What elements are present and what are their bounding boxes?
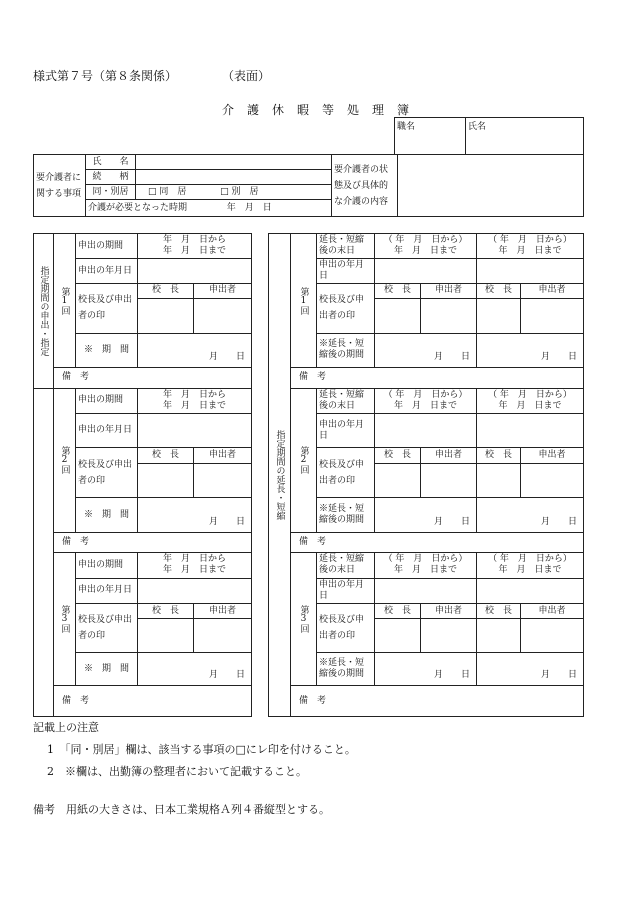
right-round-3: 第3回 (298, 605, 309, 634)
right-round-1: 第1回 (298, 286, 309, 315)
r1-remarks[interactable]: 備 考 (291, 368, 584, 388)
r1-request-date-b[interactable] (477, 259, 584, 283)
l2-seal-label: 校長及び申出者の印 (76, 448, 138, 498)
notes-heading: 記載上の注意 (33, 721, 99, 734)
notes (33, 719, 356, 817)
r3-request-date-b[interactable] (477, 578, 584, 603)
right-panel-table (268, 233, 584, 717)
separate-residence-label: 別 居 (231, 186, 259, 197)
left-round-1-cell (54, 234, 76, 368)
l1-applicant-seal[interactable] (194, 299, 252, 334)
r1-applicant-seal-a[interactable] (421, 299, 477, 334)
left-round-2-cell (54, 388, 76, 532)
r3-applicant-a: 申出者 (421, 603, 477, 618)
l3-principal-seal[interactable] (138, 619, 194, 653)
l1-to: 年 月 日まで (162, 246, 226, 257)
r2a-to: 年 月 日まで (393, 400, 457, 411)
left-round-2: 第2回 (59, 446, 70, 475)
r2-principal-seal-b[interactable] (477, 463, 521, 498)
r1-applicant-a: 申出者 (421, 283, 477, 298)
r2-principal-b: 校 長 (477, 448, 521, 463)
r2b-from: （ 年 月 日から） (488, 389, 572, 400)
l2-request-period-label: 申出の期間 (76, 388, 138, 413)
same-residence-checkbox[interactable]: □ (148, 186, 157, 197)
left-panel-title: 指定期間の申出・指定 (38, 265, 49, 356)
position-cell[interactable] (395, 118, 466, 155)
r1-request-date-a[interactable] (375, 259, 477, 283)
right-round-1-cell (291, 234, 317, 368)
l3-request-period-label: 申出の期間 (76, 553, 138, 578)
r1-applicant-b: 申出者 (521, 283, 584, 298)
r3-principal-seal-b[interactable] (477, 619, 521, 653)
r2-applicant-b: 申出者 (521, 448, 584, 463)
r2-applicant-seal-b[interactable] (521, 463, 584, 498)
r2-applicant-seal-a[interactable] (421, 463, 477, 498)
r2a-from: （ 年 月 日から） (383, 389, 468, 400)
l1-request-date-input[interactable] (138, 259, 252, 283)
r3-applicant-b: 申出者 (521, 603, 584, 618)
l3-applicant-seal[interactable] (194, 619, 252, 653)
l1-applicant-label: 申出者 (194, 283, 252, 298)
r1-principal-seal-a[interactable] (375, 299, 421, 334)
r1-period-b[interactable]: 月 日 (477, 333, 584, 368)
r1-end-b[interactable] (477, 234, 584, 259)
l2-from: 年 月 日から (162, 389, 226, 400)
r3b-from: （ 年 月 日から） (488, 554, 572, 565)
r3-principal-seal-a[interactable] (375, 619, 421, 653)
r3-applicant-seal-b[interactable] (521, 619, 584, 653)
left-round-1: 第1回 (59, 286, 70, 315)
l1-from: 年 月 日から (162, 235, 226, 246)
l2-request-date-input[interactable] (138, 413, 252, 448)
l2-request-date-label: 申出の年月日 (76, 413, 138, 448)
r3-end-label: 延長・短縮後の末日 (317, 553, 375, 578)
l2-period-value[interactable]: 月 日 (138, 498, 252, 533)
r3-applicant-seal-a[interactable] (421, 619, 477, 653)
right-panel-title-cell (269, 234, 291, 717)
name-label: 氏名 (468, 122, 487, 132)
l3-principal-label: 校 長 (138, 603, 194, 618)
staff-table (394, 117, 584, 155)
l2-principal-label: 校 長 (138, 448, 194, 463)
care-relation-input[interactable] (136, 170, 332, 185)
r3-request-date-label: 申出の年月日 (317, 578, 375, 603)
paper-size-remark: 備考 用紙の大きさは、日本工業規格Ａ列４番縦型とする。 (33, 803, 330, 816)
r2-request-date-a[interactable] (375, 413, 477, 448)
separate-residence-checkbox[interactable]: □ (220, 186, 229, 197)
care-relation-label: 続 柄 (86, 170, 136, 185)
l3-to: 年 月 日まで (162, 565, 226, 576)
r1-request-date-label: 申出の年月日 (317, 259, 375, 283)
r3-period-b[interactable]: 月 日 (477, 652, 584, 686)
care-residence-options (136, 185, 332, 200)
r2-request-date-b[interactable] (477, 413, 584, 448)
l3-request-period[interactable] (138, 553, 252, 578)
note-item-1: 1 「同・別居」欄は、該当する事項の□にレ印を付けること。 (47, 743, 356, 756)
r1-seal-label: 校長及び申出者の印 (317, 283, 375, 333)
r2b-to: 年 月 日まで (498, 400, 562, 411)
l3-from: 年 月 日から (162, 554, 226, 565)
l2-applicant-seal[interactable] (194, 463, 252, 498)
l3-applicant-label: 申出者 (194, 603, 252, 618)
l1-period-value[interactable]: 月 日 (138, 333, 252, 368)
r3-principal-b: 校 長 (477, 603, 521, 618)
l2-to: 年 月 日まで (162, 400, 226, 411)
l1-request-period-label: 申出の期間 (76, 234, 138, 259)
r3-period-a[interactable]: 月 日 (375, 652, 477, 686)
care-start-row (86, 200, 332, 217)
r3-seal-label: 校長及び申出者の印 (317, 603, 375, 652)
r3-period-label: ※延長・短縮後の期間 (317, 652, 375, 686)
r2-period-a[interactable]: 月 日 (375, 498, 477, 533)
left-panel-spacer (34, 388, 54, 717)
r1b-to: 年 月 日まで (498, 246, 562, 257)
r1a-from: （ 年 月 日から） (383, 235, 468, 246)
l1-request-date-label: 申出の年月日 (76, 259, 138, 283)
care-status-label: 要介護者の状態及び具体的な介護の内容 (332, 155, 398, 217)
care-target-group-label: 要介護者に関する事項 (34, 155, 86, 217)
l1-period-label: ※ 期 間 (76, 333, 138, 368)
side-label: （表面） (222, 69, 271, 83)
l1-remarks[interactable]: 備 考 (54, 368, 252, 388)
l3-seal-label: 校長及び申出者の印 (76, 603, 138, 652)
care-name-input[interactable] (136, 155, 332, 170)
r3a-to: 年 月 日まで (393, 565, 457, 576)
r1-end-label: 延長・短縮後の末日 (317, 234, 375, 259)
same-residence-label: 同 居 (159, 186, 187, 197)
r3-remarks[interactable]: 備 考 (291, 686, 584, 717)
l1-principal-label: 校 長 (138, 283, 194, 298)
care-start-label: 介護が必要となった時期 (88, 202, 188, 213)
left-panel-title-cell (34, 234, 54, 389)
l1-principal-seal[interactable] (138, 299, 194, 334)
name-cell[interactable] (466, 118, 584, 155)
r1-principal-a: 校 長 (375, 283, 421, 298)
r1-period-a[interactable]: 月 日 (375, 333, 477, 368)
l2-period-label: ※ 期 間 (76, 498, 138, 533)
left-round-3-cell (54, 553, 76, 686)
r1-applicant-seal-b[interactable] (521, 299, 584, 334)
r1-period-label: ※延長・短縮後の期間 (317, 333, 375, 368)
l3-period-value[interactable]: 月 日 (138, 652, 252, 686)
r2-seal-label: 校長及び申出者の印 (317, 448, 375, 498)
care-residence-label: 同・別居 (86, 185, 136, 200)
r3-request-date-a[interactable] (375, 578, 477, 603)
r3-end-b[interactable] (477, 553, 584, 578)
r2-period-label: ※延長・短縮後の期間 (317, 498, 375, 533)
right-round-2: 第2回 (298, 446, 309, 475)
note-item-2: 2 ※欄は、出勤簿の整理者において記載すること。 (47, 765, 307, 778)
r3a-from: （ 年 月 日から） (383, 554, 468, 565)
left-round-3: 第3回 (59, 605, 70, 634)
r1b-from: （ 年 月 日から） (488, 235, 572, 246)
l3-remarks[interactable]: 備 考 (54, 686, 252, 717)
l2-applicant-label: 申出者 (194, 448, 252, 463)
r2-applicant-a: 申出者 (421, 448, 477, 463)
right-round-3-cell (291, 553, 317, 686)
care-status-input[interactable] (398, 155, 584, 217)
care-start-date[interactable]: 年 月 日 (226, 202, 272, 213)
care-target-table (33, 154, 584, 217)
r2-end-b[interactable] (477, 388, 584, 413)
care-name-label: 氏 名 (86, 155, 136, 170)
r1a-to: 年 月 日まで (393, 246, 457, 257)
right-panel-title: 指定期間の延長・短縮 (274, 430, 285, 520)
l3-request-date-input[interactable] (138, 578, 252, 603)
r3-end-a[interactable] (375, 553, 477, 578)
l3-request-date-label: 申出の年月日 (76, 578, 138, 603)
right-round-2-cell (291, 388, 317, 532)
l1-seal-label: 校長及び申出者の印 (76, 283, 138, 333)
r2-principal-seal-a[interactable] (375, 463, 421, 498)
r2-period-b[interactable]: 月 日 (477, 498, 584, 533)
r1-end-a[interactable] (375, 234, 477, 259)
position-label: 職名 (397, 122, 416, 132)
form-number: 様式第７号（第８条関係） (33, 69, 178, 83)
r1-principal-b: 校 長 (477, 283, 521, 298)
r1-principal-seal-b[interactable] (477, 299, 521, 334)
l3-period-label: ※ 期 間 (76, 652, 138, 686)
r2-remarks[interactable]: 備 考 (291, 532, 584, 552)
r2-request-date-label: 申出の年月日 (317, 413, 375, 448)
l2-principal-seal[interactable] (138, 463, 194, 498)
l1-request-period[interactable] (138, 234, 252, 259)
l2-request-period[interactable] (138, 388, 252, 413)
r3b-to: 年 月 日まで (498, 565, 562, 576)
left-panel-table (33, 233, 252, 717)
r2-principal-a: 校 長 (375, 448, 421, 463)
r3-principal-a: 校 長 (375, 603, 421, 618)
r2-end-a[interactable] (375, 388, 477, 413)
page-title: 介護休暇等処理簿 (222, 103, 423, 117)
l2-remarks[interactable]: 備 考 (54, 532, 252, 552)
r2-end-label: 延長・短縮後の末日 (317, 388, 375, 413)
